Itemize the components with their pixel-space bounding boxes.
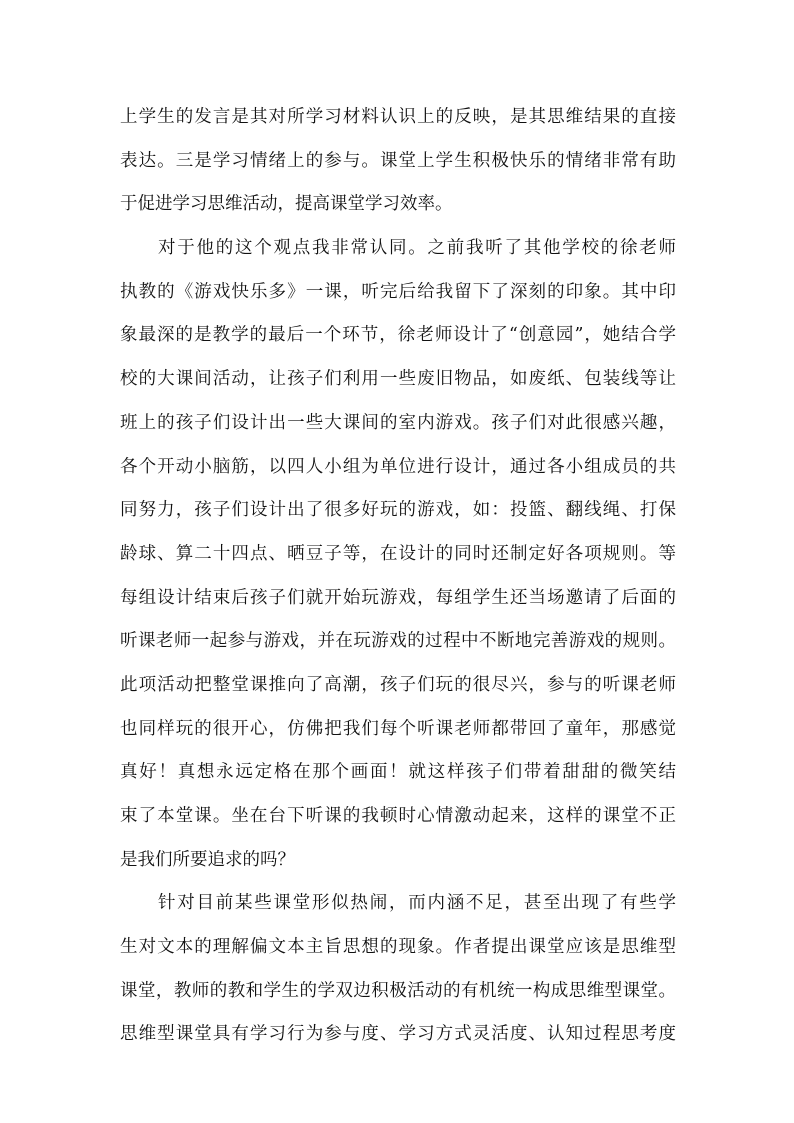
text-line: 表达。三是学习情绪上的参与。课堂上学生积极快乐的情绪非常有助	[120, 150, 676, 171]
text-line: 同努力，孩子们设计出了很多好玩的游戏，如：投篮、翻线绳、打保	[120, 500, 676, 521]
paragraph-first-line: 对于他的这个观点我非常认同。之前我听了其他学校的徐老师	[158, 238, 676, 259]
text-line: 听课老师一起参与游戏，并在玩游戏的过程中不断地完善游戏的规则。	[120, 631, 676, 652]
text-line: 每组设计结束后孩子们就开始玩游戏，每组学生还当场邀请了后面的	[120, 587, 676, 608]
text-line: 束了本堂课。坐在台下听课的我顿时心情激动起来，这样的课堂不正	[120, 806, 676, 826]
paragraph-first-line: 针对目前某些课堂形似热闹，而内涵不足，甚至出现了有些学	[158, 893, 676, 914]
text-line: 课堂，教师的教和学生的学双边积极活动的有机统一构成思维型课堂。	[120, 980, 676, 1001]
text-line: 各个开动小脑筋，以四人小组为单位进行设计，通过各小组成员的共	[120, 456, 676, 477]
text-line: 执教的《游戏快乐多》一课，听完后给我留下了深刻的印象。其中印	[120, 281, 676, 302]
text-line: 也同样玩的很开心，仿佛把我们每个听课老师都带回了童年，那感觉	[120, 718, 676, 739]
text-line: 此项活动把整堂课推向了高潮，孩子们玩的很尽兴，参与的听课老师	[120, 674, 676, 695]
text-line: 象最深的是教学的最后一个环节，徐老师设计了“创意园”，她结合学	[120, 325, 676, 346]
text-line: 班上的孩子们设计出一些大课间的室内游戏。孩子们对此很感兴趣，	[120, 412, 676, 433]
document-page	[120, 96, 676, 1057]
text-line: 上学生的发言是其对所学习材料认识上的反映，是其思维结果的直接	[120, 107, 676, 127]
text-line: 思维型课堂具有学习行为参与度、学习方式灵活度、认知过程思考度	[120, 1024, 676, 1045]
text-line: 是我们所要追求的吗？	[120, 849, 295, 870]
text-line: 真好！真想永远定格在那个画面！就这样孩子们带着甜甜的微笑结	[120, 762, 676, 783]
text-line: 生对文本的理解偏文本主旨思想的现象。作者提出课堂应该是思维型	[120, 937, 676, 958]
text-line: 龄球、算二十四点、晒豆子等，在设计的同时还制定好各项规则。等	[120, 543, 676, 564]
text-line: 校的大课间活动，让孩子们利用一些废旧物品，如废纸、包装线等让	[120, 369, 676, 390]
text-line: 于促进学习思维活动，提高课堂学习效率。	[120, 194, 453, 215]
